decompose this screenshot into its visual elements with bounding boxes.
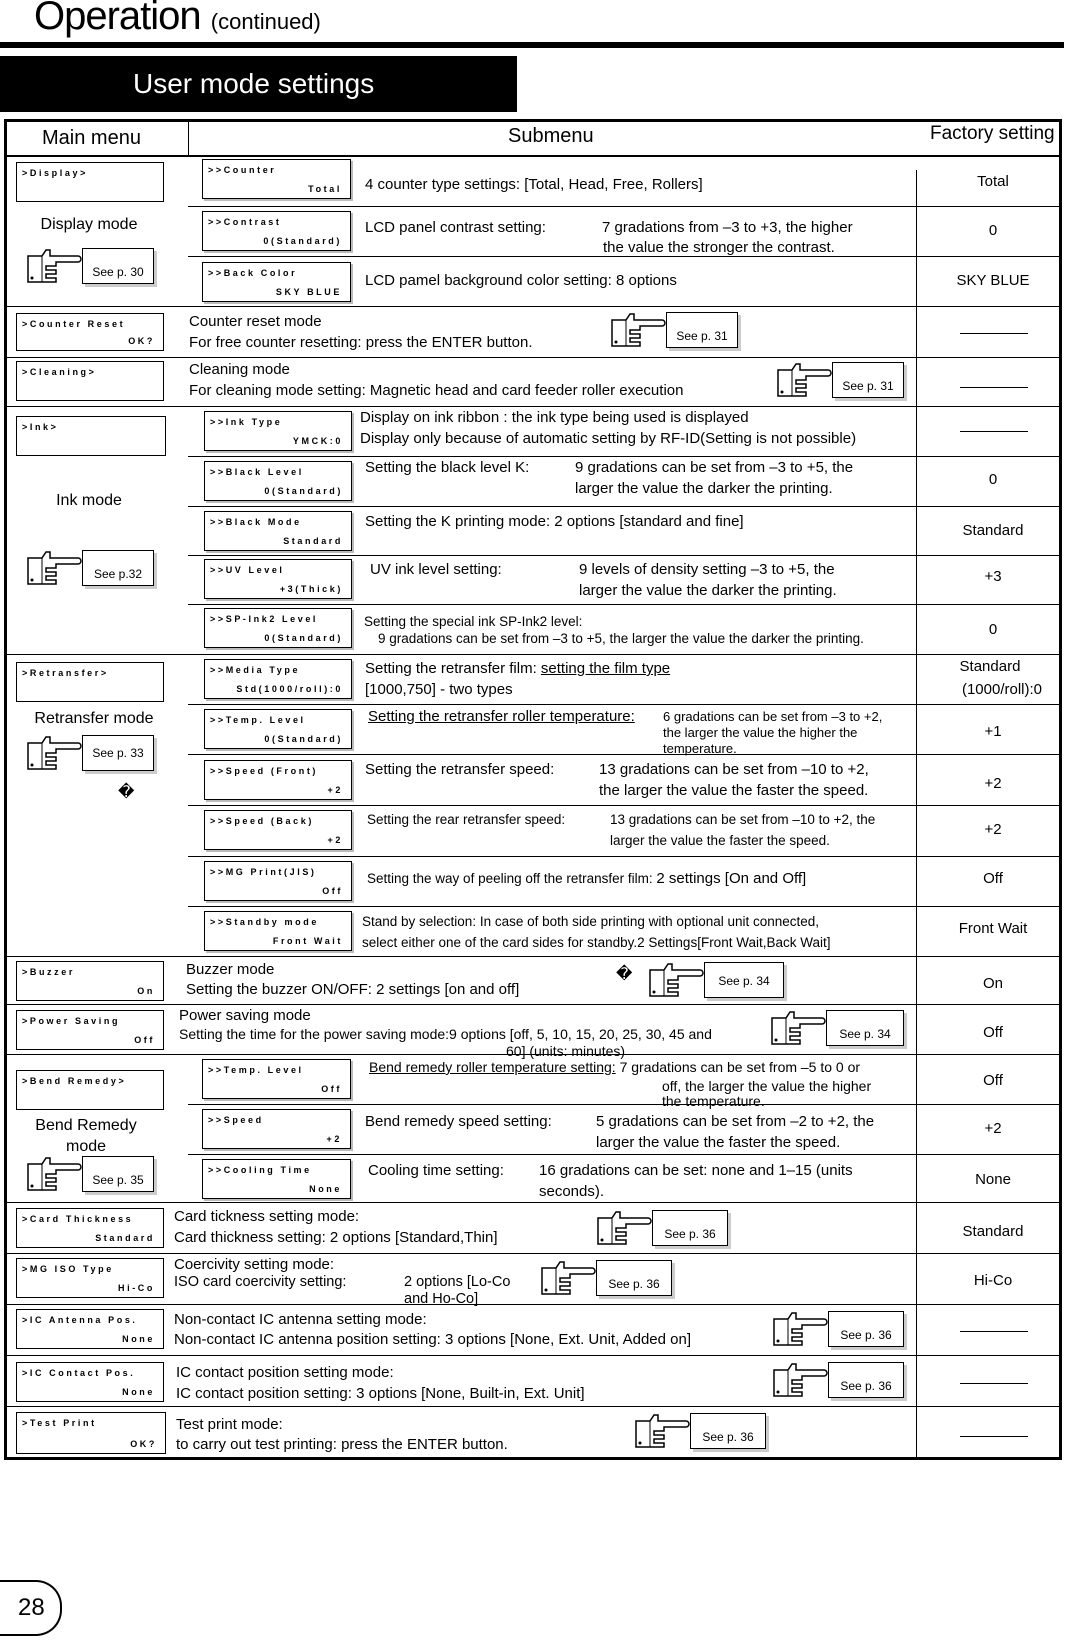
speed-front-desc-3: the larger the value the faster the speed.	[599, 782, 869, 799]
lcd-line: >IC Antenna Pos.	[22, 1315, 138, 1325]
factory-none-dash	[960, 431, 1028, 432]
media-type-desc	[365, 658, 670, 679]
uv-level-desc-2: 9 levels of density setting –3 to +5, the	[579, 561, 835, 578]
sp-ink2-desc-2: 9 gradations can be set from –3 to +5, the larger the value the darker the printing.	[378, 631, 864, 646]
lcd-line: >>Counter	[208, 165, 277, 175]
lcd-ic-contact	[16, 1362, 164, 1402]
subrow-separator	[188, 506, 1062, 507]
lcd-line: >>Speed (Back)	[210, 816, 314, 826]
factory-black-mode: Standard	[962, 522, 1024, 539]
header-rule	[4, 155, 1062, 157]
pointing-hand-icon	[776, 362, 832, 398]
lcd-line: >Card Thickness	[22, 1214, 134, 1224]
lcd-value: SKY BLUE	[275, 287, 342, 297]
contrast-desc-2: 7 gradations from –3 to +3, the higher	[602, 219, 853, 236]
cleaning-desc: For cleaning mode setting: Magnetic head and card feeder roller execution	[189, 382, 684, 399]
lcd-value: 0(Standard)	[264, 486, 343, 496]
lcd-line: >>Standby mode	[210, 917, 319, 927]
pointing-hand-icon	[26, 550, 82, 586]
bend-temp-desc-3: off, the larger the value the higher	[662, 1078, 872, 1094]
lcd-value: Off	[134, 1035, 155, 1045]
black-level-desc: Setting the black level K:	[365, 459, 530, 476]
lcd-line: >IC Contact Pos.	[22, 1368, 136, 1378]
temp-level-desc: Setting the retransfer roller temperature:	[368, 708, 635, 725]
card-thickness-title: Card tickness setting mode:	[174, 1208, 360, 1225]
lcd-line: >Bend Remedy>	[22, 1076, 127, 1086]
ic-contact-title: IC contact position setting mode:	[176, 1364, 394, 1381]
lcd-sp-ink2	[204, 608, 352, 648]
lcd-line: >>Black Mode	[210, 517, 302, 527]
see-page-text: See p. 34	[718, 974, 770, 988]
uv-level-desc-3: larger the value the darker the printing.	[579, 582, 837, 599]
bend-temp-desc	[369, 1057, 860, 1078]
see-ref-ic-antenna[interactable]	[772, 1311, 908, 1347]
black-mode-desc: Setting the K printing mode: 2 options [standard and fine]	[365, 513, 744, 530]
black-level-desc-3: larger the value the darker the printing.	[575, 480, 833, 497]
see-ref-display[interactable]	[26, 248, 156, 284]
lcd-value: Hi-Co	[118, 1283, 155, 1293]
factory-temp-level: +1	[984, 723, 1002, 740]
pointing-hand-icon	[26, 248, 82, 284]
factory-none-dash	[960, 333, 1028, 334]
contrast-desc-3: the value the stronger the contrast.	[603, 239, 835, 256]
black-level-desc-2: 9 gradations can be set from –3 to +5, the	[575, 459, 854, 476]
cleaning-title: Cleaning mode	[189, 361, 290, 378]
lcd-black-level	[204, 461, 352, 501]
lcd-line: >>Back Color	[208, 268, 298, 278]
lcd-card-thickness	[16, 1208, 164, 1248]
counter-reset-desc: For free counter resetting: press the ENTER button.	[189, 334, 533, 351]
row-separator	[4, 1355, 1062, 1356]
unknown-glyph-icon: �	[118, 784, 135, 801]
ic-contact-desc: IC contact position setting: 3 options [None, Built-in, Ext. Unit]	[176, 1385, 585, 1402]
lcd-line: >>Temp. Level	[210, 715, 306, 725]
lcd-value: Total	[308, 184, 342, 194]
factory-contrast: 0	[988, 222, 998, 239]
standby-desc-2: select either one of the card sides for standby.2 Settings[Front Wait,Back Wait]	[362, 935, 831, 950]
factory-media-type-2: (1000/roll):0	[961, 681, 1043, 698]
header-factory-setting: Factory setting	[930, 123, 1055, 144]
lcd-value: None	[122, 1334, 155, 1344]
ink-mode-label: Ink mode	[56, 492, 122, 509]
factory-media-type: Standard	[959, 658, 1021, 675]
lcd-power-saving	[16, 1010, 164, 1050]
ink-type-desc-2: Display only because of automatic setting by RF-ID(Setting is not possible)	[360, 430, 857, 447]
power-desc-2: 60] (units: minutes)	[506, 1043, 626, 1059]
factory-buzzer: On	[982, 975, 1003, 992]
lcd-line: >>UV Level	[210, 565, 285, 575]
factory-cooling: None	[975, 1171, 1011, 1188]
see-ref-card-thickness[interactable]	[596, 1210, 732, 1246]
see-ref-ink[interactable]	[26, 550, 156, 586]
lcd-line: >MG ISO Type	[22, 1264, 114, 1274]
lcd-mg-iso	[16, 1258, 164, 1298]
ic-antenna-title: Non-contact IC antenna setting mode:	[174, 1311, 427, 1328]
lcd-ink-type	[204, 411, 352, 451]
subrow-separator	[188, 704, 1062, 705]
power-title: Power saving mode	[179, 1007, 311, 1024]
lcd-mg-print	[204, 861, 352, 901]
factory-none-dash	[960, 1331, 1028, 1332]
lcd-contrast	[202, 211, 351, 251]
factory-column-divider	[916, 170, 917, 1460]
cooling-desc-2: 16 gradations can be set: none and 1–15 (units	[539, 1162, 853, 1179]
row-separator	[4, 1202, 1062, 1203]
lcd-value: +2	[326, 1134, 342, 1144]
lcd-speed-front	[204, 760, 352, 800]
lcd-line: >>Speed (Front)	[210, 766, 319, 776]
pointing-hand-icon	[772, 1362, 828, 1398]
lcd-value: On	[137, 986, 155, 996]
test-print-title: Test print mode:	[176, 1416, 283, 1433]
subrow-separator	[188, 1154, 1062, 1155]
lcd-line: >Test Print	[22, 1418, 97, 1428]
mg-iso-desc: ISO card coercivity setting:	[174, 1274, 347, 1290]
lcd-value: 0(Standard)	[263, 236, 342, 246]
power-desc: Setting the time for the power saving mode:9 options [off, 5, 10, 15, 20, 25, 30, 45 and	[179, 1026, 712, 1042]
lcd-media-type	[204, 659, 352, 699]
lcd-value: None	[309, 1184, 342, 1194]
speed-back-desc: Setting the rear retransfer speed:	[367, 812, 566, 827]
see-ref-counter-reset[interactable]	[610, 312, 740, 348]
speed-front-desc-2: 13 gradations can be set from –10 to +2,	[599, 761, 869, 778]
see-ref-mg-iso[interactable]	[540, 1260, 676, 1296]
lcd-line: >Display>	[22, 168, 88, 178]
mg-print-desc-text: Setting the way of peeling off the retransfer film:	[367, 871, 657, 886]
see-ref-retransfer[interactable]	[26, 735, 156, 771]
page-number	[0, 1580, 62, 1636]
ink-type-desc: Display on ink ribbon : the ink type being used is displayed	[360, 409, 749, 426]
mg-print-desc-options: 2 settings [On and Off]	[656, 870, 807, 887]
lcd-cooling-time	[202, 1159, 351, 1199]
bend-temp-desc-2: 7 gradations can be set from –5 to 0 or	[615, 1059, 861, 1075]
temp-level-desc-3: the larger the value the higher the	[663, 725, 858, 740]
contrast-desc: LCD panel contrast setting:	[365, 219, 546, 236]
factory-mg-iso: Hi-Co	[973, 1272, 1013, 1289]
pointing-hand-icon	[26, 735, 82, 771]
factory-card-thickness: Standard	[962, 1223, 1024, 1240]
factory-uv-level: +3	[984, 568, 1002, 585]
factory-standby: Front Wait	[958, 920, 1028, 937]
row-separator	[4, 1304, 1062, 1305]
factory-none-dash	[960, 387, 1028, 388]
see-page-text: See p. 36	[840, 1379, 892, 1393]
see-page-text: See p. 34	[839, 1027, 891, 1041]
pointing-hand-icon	[610, 312, 666, 348]
see-ref-test-print[interactable]	[634, 1413, 770, 1449]
lcd-speed-back	[204, 810, 352, 850]
lcd-value: +2	[327, 785, 343, 795]
see-page-text: See p. 31	[676, 329, 728, 343]
lcd-value: +2	[327, 835, 343, 845]
unknown-glyph-icon: �	[616, 966, 633, 983]
lcd-value: Front Wait	[272, 936, 343, 946]
row-separator	[4, 357, 1062, 358]
cooling-desc: Cooling time setting:	[368, 1162, 504, 1179]
card-thickness-desc: Card thickness setting: 2 options [Standard,Thin]	[174, 1229, 498, 1246]
factory-back-color: SKY BLUE	[956, 272, 1030, 289]
mg-iso-title: Coercivity setting mode:	[174, 1256, 335, 1273]
see-page-text: See p.32	[93, 567, 143, 581]
factory-speed-back: +2	[984, 821, 1002, 838]
mg-print-desc	[367, 868, 806, 889]
header-divider	[188, 121, 189, 157]
lcd-line: >Ink>	[22, 422, 59, 432]
row-separator	[4, 654, 1062, 655]
see-page-text: See p. 33	[92, 746, 144, 760]
lcd-value: OK?	[128, 336, 155, 346]
standby-desc: Stand by selection: In case of both side printing with optional unit connected,	[362, 914, 820, 929]
see-page-text: See p. 36	[608, 1277, 660, 1291]
pointing-hand-icon	[596, 1210, 652, 1246]
page-title	[34, 0, 321, 44]
title-rule	[0, 42, 1064, 48]
lcd-value: Off	[322, 886, 343, 896]
buzzer-desc: Setting the buzzer ON/OFF: 2 settings [on and off]	[186, 981, 520, 998]
subrow-separator	[188, 856, 1062, 857]
lcd-value: +3(Thick)	[279, 584, 343, 594]
see-page-text: See p. 35	[92, 1173, 144, 1187]
subrow-separator	[188, 805, 1062, 806]
factory-mg-print: Off	[983, 870, 1003, 887]
bend-remedy-label: Bend Remedy	[35, 1117, 137, 1134]
factory-power: Off	[983, 1024, 1003, 1041]
lcd-bend-speed	[202, 1109, 351, 1149]
row-separator	[4, 1253, 1062, 1254]
lcd-buzzer	[16, 961, 164, 1001]
factory-none-dash	[960, 1383, 1028, 1384]
lcd-retransfer-menu	[16, 662, 164, 702]
lcd-standby	[204, 911, 352, 951]
lcd-line: >Counter Reset	[22, 319, 126, 329]
pointing-hand-icon	[770, 1010, 826, 1046]
display-mode-label: Display mode	[40, 216, 138, 233]
lcd-line: >>Black Level	[210, 467, 304, 477]
sp-ink2-desc: Setting the special ink SP-Ink2 level:	[364, 614, 583, 629]
lcd-counter	[202, 159, 351, 199]
lcd-value: Off	[321, 1084, 342, 1094]
speed-back-desc-2: 13 gradations can be set from –10 to +2, the	[610, 812, 876, 827]
subrow-separator	[188, 555, 1062, 556]
see-page-text: See p. 36	[664, 1227, 716, 1241]
buzzer-title: Buzzer mode	[186, 961, 275, 978]
uv-level-desc: UV ink level setting:	[370, 561, 502, 578]
lcd-temp-level	[204, 709, 352, 749]
see-ref-bend[interactable]	[26, 1156, 156, 1192]
see-page-text: See p. 36	[840, 1328, 892, 1342]
lcd-counter-reset	[16, 313, 164, 351]
ic-antenna-desc: Non-contact IC antenna position setting: 3 options [None, Ext. Unit, Added on]	[174, 1331, 691, 1348]
speed-back-desc-3: larger the value the faster the speed.	[610, 833, 830, 848]
factory-counter: Total	[977, 173, 1009, 190]
pointing-hand-icon	[26, 1156, 82, 1192]
factory-bend-speed: +2	[984, 1120, 1002, 1137]
lcd-value: 0(Standard)	[264, 633, 343, 643]
pointing-hand-icon	[648, 962, 704, 998]
lcd-line: >>Cooling Time	[208, 1165, 312, 1175]
subrow-separator	[188, 906, 1062, 907]
section-title: User mode settings	[133, 68, 375, 99]
cooling-desc-3: seconds).	[539, 1183, 605, 1200]
see-ref-ic-contact[interactable]	[772, 1362, 908, 1398]
title-suffix: (continued)	[210, 9, 321, 34]
row-separator	[4, 1004, 1062, 1005]
media-type-desc-text: Setting the retransfer film:	[365, 660, 541, 677]
lcd-value: Standard	[283, 536, 343, 546]
bend-speed-desc-2: 5 gradations can be set from –2 to +2, the	[596, 1113, 875, 1130]
lcd-cleaning	[16, 361, 164, 401]
lcd-value: Standard	[95, 1233, 155, 1243]
bend-speed-desc: Bend remedy speed setting:	[365, 1113, 552, 1130]
row-separator	[4, 956, 1062, 957]
see-ref-power[interactable]	[770, 1010, 906, 1046]
counter-reset-title: Counter reset mode	[189, 313, 322, 330]
row-separator	[4, 1406, 1062, 1407]
bend-remedy-label-2: mode	[65, 1138, 107, 1155]
media-type-desc-underlined: setting the film type	[540, 660, 671, 677]
lcd-value: 0(Standard)	[264, 734, 343, 744]
lcd-bend-remedy-menu	[16, 1070, 164, 1110]
lcd-value: OK?	[130, 1439, 157, 1449]
lcd-ink-menu	[16, 416, 166, 456]
row-separator	[4, 306, 1062, 307]
lcd-black-mode	[204, 511, 352, 551]
bend-temp-desc-4: the temperature.	[662, 1093, 765, 1109]
lcd-line: >>Speed	[208, 1115, 264, 1125]
lcd-line: >>Contrast	[208, 217, 282, 227]
section-banner	[0, 56, 517, 112]
lcd-line: >>Media Type	[210, 665, 301, 675]
header-main-menu: Main menu	[42, 127, 141, 149]
subrow-separator	[188, 206, 1062, 207]
factory-none-dash	[960, 1436, 1028, 1437]
lcd-display-menu	[16, 162, 164, 202]
temp-level-desc-2: 6 gradations can be set from –3 to +2,	[663, 709, 883, 724]
subrow-separator	[188, 754, 1062, 755]
lcd-line: >>Temp. Level	[208, 1065, 304, 1075]
header-submenu: Submenu	[508, 125, 594, 147]
lcd-back-color	[202, 262, 351, 302]
lcd-line: >Buzzer	[22, 967, 75, 977]
see-page-text: See p. 30	[92, 265, 144, 279]
lcd-line: >Cleaning>	[22, 367, 97, 377]
lcd-line: >Retransfer>	[22, 668, 109, 678]
mg-iso-desc-3: and Ho-Co]	[404, 1291, 479, 1307]
title-main: Operation	[34, 0, 201, 38]
media-type-desc-2: [1000,750] - two types	[365, 681, 513, 698]
test-print-desc: to carry out test printing: press the ENTER button.	[176, 1436, 508, 1453]
lcd-ic-antenna	[16, 1309, 164, 1349]
retransfer-mode-label: Retransfer mode	[34, 710, 154, 727]
lcd-test-print	[16, 1412, 166, 1454]
lcd-bend-temp	[202, 1059, 351, 1099]
speed-front-desc: Setting the retransfer speed:	[365, 761, 555, 778]
mg-iso-desc-2: 2 options [Lo-Co	[404, 1274, 511, 1290]
back-color-desc: LCD pamel background color setting: 8 options	[365, 272, 677, 289]
factory-bend-temp: Off	[983, 1072, 1003, 1089]
temp-level-desc-4: temperature.	[663, 741, 737, 756]
pointing-hand-icon	[772, 1311, 828, 1347]
subrow-separator	[188, 604, 1062, 605]
lcd-line: >>SP-Ink2 Level	[210, 614, 319, 624]
factory-sp-ink2: 0	[988, 621, 998, 638]
lcd-uv-level	[204, 559, 352, 599]
pointing-hand-icon	[634, 1413, 690, 1449]
lcd-line: >Power Saving	[22, 1016, 121, 1026]
see-ref-buzzer[interactable]	[648, 962, 784, 998]
subrow-separator	[188, 1104, 1062, 1105]
page-number-text: 28	[18, 1594, 45, 1621]
lcd-value: None	[122, 1387, 155, 1397]
see-page-text: See p. 31	[842, 379, 894, 393]
bend-speed-desc-3: larger the value the faster the speed.	[596, 1134, 841, 1151]
lcd-value: Std(1000/roll):0	[236, 684, 343, 694]
see-ref-cleaning[interactable]	[776, 362, 906, 398]
lcd-line: >>MG Print(JIS)	[210, 867, 317, 877]
factory-speed-front: +2	[984, 775, 1002, 792]
factory-black-level: 0	[988, 471, 998, 488]
counter-desc: 4 counter type settings: [Total, Head, Free, Rollers]	[365, 176, 703, 193]
pointing-hand-icon	[540, 1260, 596, 1296]
see-page-text: See p. 36	[702, 1430, 754, 1444]
bend-temp-desc-underlined: Bend remedy roller temperature setting:	[369, 1059, 616, 1075]
lcd-line: >>Ink Type	[210, 417, 283, 427]
lcd-value: YMCK:0	[292, 436, 343, 446]
